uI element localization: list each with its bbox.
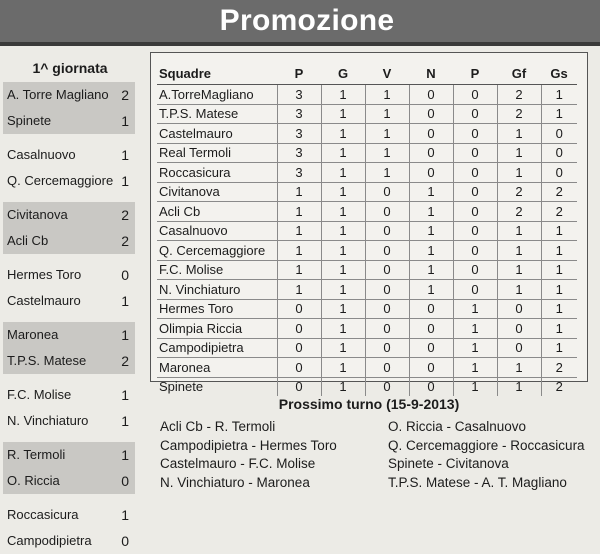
match-team-row: [3, 228, 135, 254]
team-score: 0: [121, 473, 129, 489]
table-row: [157, 124, 577, 144]
stat-cell: 1: [321, 124, 365, 144]
team-score: 1: [121, 147, 129, 163]
table-row: [157, 280, 577, 300]
table-row: [157, 377, 577, 396]
table-row: [157, 299, 577, 319]
team-name: Acli Cb: [7, 233, 49, 248]
stat-cell: 1: [277, 182, 321, 202]
stat-cell: 0: [541, 143, 577, 163]
table-row: [157, 358, 577, 378]
stat-cell: 0: [541, 124, 577, 144]
team-name: R. Termoli: [7, 447, 66, 462]
stat-cell: 1: [321, 241, 365, 261]
stat-cell: 1: [321, 143, 365, 163]
stat-cell: 1: [321, 85, 365, 105]
team-name-cell: Roccasicura: [157, 163, 277, 183]
stat-cell: 3: [277, 124, 321, 144]
match-team-row: [3, 322, 135, 348]
team-score: 2: [121, 233, 129, 249]
team-score: 1: [121, 507, 129, 523]
fixture: Castelmauro - F.C. Molise: [160, 456, 316, 471]
stat-cell: 0: [365, 202, 409, 222]
team-name: A. Torre Magliano: [7, 87, 109, 102]
match-result: [3, 442, 135, 494]
team-score: 1: [121, 293, 129, 309]
stat-cell: 3: [277, 85, 321, 105]
stat-cell: 1: [277, 280, 321, 300]
stat-cell: 0: [409, 104, 453, 124]
match-team-row: [3, 288, 135, 314]
table-row: [157, 85, 577, 105]
header-rule: [0, 42, 600, 46]
stat-cell: 0: [497, 299, 541, 319]
team-score: 1: [121, 327, 129, 343]
team-name-cell: Real Termoli: [157, 143, 277, 163]
stat-cell: 1: [453, 319, 497, 339]
stat-cell: 0: [497, 338, 541, 358]
stat-cell: 0: [277, 299, 321, 319]
fixture: O. Riccia - Casalnuovo: [388, 419, 527, 434]
stat-cell: 0: [277, 358, 321, 378]
stat-cell: 1: [409, 202, 453, 222]
stat-cell: 0: [277, 319, 321, 339]
stat-cell: 1: [541, 260, 577, 280]
stat-cell: 0: [453, 85, 497, 105]
team-score: 0: [121, 533, 129, 549]
match-team-row: [3, 142, 135, 168]
standings-header-cell: N: [409, 62, 453, 85]
match-team-row: [3, 528, 135, 554]
stat-cell: 0: [453, 221, 497, 241]
table-row: [157, 241, 577, 261]
stat-cell: 1: [453, 299, 497, 319]
table-row: [157, 182, 577, 202]
stat-cell: 0: [409, 163, 453, 183]
stat-cell: 3: [277, 143, 321, 163]
match-team-row: [3, 108, 135, 134]
team-score: 1: [121, 387, 129, 403]
standings-header-cell: P: [453, 62, 497, 85]
stat-cell: 1: [321, 280, 365, 300]
team-name-cell: Maronea: [157, 358, 277, 378]
team-name: F.C. Molise: [7, 387, 72, 402]
table-row: [157, 202, 577, 222]
stat-cell: 0: [409, 143, 453, 163]
stat-cell: 1: [541, 221, 577, 241]
table-row: [157, 221, 577, 241]
match-result: [3, 262, 135, 314]
stat-cell: 1: [497, 358, 541, 378]
stat-cell: 0: [409, 85, 453, 105]
round-title: 1^ giornata: [32, 60, 108, 76]
stat-cell: 0: [453, 260, 497, 280]
table-row: [157, 338, 577, 358]
stat-cell: 0: [409, 377, 453, 396]
standings-header-row: [157, 62, 577, 85]
stat-cell: 1: [321, 260, 365, 280]
stat-cell: 1: [409, 280, 453, 300]
team-score: 1: [121, 447, 129, 463]
match-team-row: [3, 408, 135, 434]
match-team-row: [3, 468, 135, 494]
table-row: [157, 163, 577, 183]
stat-cell: 1: [365, 163, 409, 183]
stat-cell: 2: [497, 104, 541, 124]
team-name-cell: Civitanova: [157, 182, 277, 202]
team-name-cell: Casalnuovo: [157, 221, 277, 241]
stat-cell: 1: [497, 124, 541, 144]
stat-cell: 0: [453, 182, 497, 202]
team-name: Civitanova: [7, 207, 68, 222]
stat-cell: 1: [497, 280, 541, 300]
stat-cell: 2: [497, 85, 541, 105]
stat-cell: 1: [321, 358, 365, 378]
stat-cell: 0: [409, 338, 453, 358]
match-result: [3, 322, 135, 374]
standings-header-cell: Gf: [497, 62, 541, 85]
match-team-row: [3, 262, 135, 288]
standings-header-cell: G: [321, 62, 365, 85]
team-name: Casalnuovo: [7, 147, 76, 162]
stat-cell: 1: [541, 85, 577, 105]
stat-cell: 1: [453, 338, 497, 358]
stat-cell: 1: [453, 358, 497, 378]
stat-cell: 0: [541, 163, 577, 183]
fixture: Acli Cb - R. Termoli: [160, 419, 276, 434]
stat-cell: 2: [541, 377, 577, 396]
stat-cell: 0: [453, 241, 497, 261]
stat-cell: 2: [497, 202, 541, 222]
stat-cell: 0: [453, 202, 497, 222]
next-round-title: Prossimo turno (15-9-2013): [278, 396, 460, 412]
stat-cell: 0: [277, 377, 321, 396]
stat-cell: 2: [541, 182, 577, 202]
team-name-cell: T.P.S. Matese: [157, 104, 277, 124]
table-row: [157, 143, 577, 163]
stat-cell: 1: [541, 319, 577, 339]
stat-cell: 0: [409, 124, 453, 144]
stat-cell: 0: [453, 163, 497, 183]
stat-cell: 0: [365, 182, 409, 202]
stat-cell: 1: [321, 202, 365, 222]
stat-cell: 1: [497, 377, 541, 396]
stat-cell: 1: [277, 221, 321, 241]
stat-cell: 1: [321, 104, 365, 124]
stat-cell: 1: [409, 260, 453, 280]
stat-cell: 2: [541, 358, 577, 378]
stat-cell: 1: [497, 221, 541, 241]
match-team-row: [3, 348, 135, 374]
stat-cell: 0: [365, 260, 409, 280]
team-score: 2: [121, 87, 129, 103]
team-name: Castelmauro: [7, 293, 81, 308]
stat-cell: 1: [541, 338, 577, 358]
match-team-row: [3, 202, 135, 228]
table-row: [157, 260, 577, 280]
stat-cell: 0: [365, 338, 409, 358]
team-name-cell: N. Vinchiaturo: [157, 280, 277, 300]
team-name: T.P.S. Matese: [7, 353, 87, 368]
team-name: Spinete: [7, 113, 52, 128]
stat-cell: 0: [409, 319, 453, 339]
standings-header-cell: V: [365, 62, 409, 85]
team-name: O. Riccia: [7, 473, 60, 488]
stat-cell: 1: [497, 143, 541, 163]
match-team-row: [3, 382, 135, 408]
table-row: [157, 104, 577, 124]
team-score: 2: [121, 207, 129, 223]
standings-table: [157, 62, 577, 396]
stat-cell: 0: [365, 221, 409, 241]
stat-cell: 1: [321, 182, 365, 202]
next-round-left-list: [160, 418, 337, 492]
stat-cell: 0: [365, 319, 409, 339]
stat-cell: 1: [277, 260, 321, 280]
match-result: [3, 82, 135, 134]
team-name-cell: Hermes Toro: [157, 299, 277, 319]
standings-body: [157, 85, 577, 397]
stat-cell: 1: [541, 299, 577, 319]
team-name-cell: Spinete: [159, 379, 204, 395]
fixture: N. Vinchiaturo - Maronea: [160, 474, 310, 490]
stat-cell: 0: [497, 319, 541, 339]
fixture: Q. Cercemaggiore - Roccasicura: [388, 437, 585, 453]
team-score: 1: [121, 413, 129, 429]
team-name: Campodipietra: [7, 533, 92, 548]
stat-cell: 2: [497, 182, 541, 202]
stat-cell: 0: [365, 358, 409, 378]
stat-cell: 0: [277, 338, 321, 358]
stat-cell: 1: [453, 377, 497, 396]
stat-cell: 1: [365, 143, 409, 163]
team-name: N. Vinchiaturo: [7, 413, 89, 428]
stat-cell: 1: [365, 85, 409, 105]
team-name-cell: Olimpia Riccia: [157, 319, 277, 339]
team-name: Hermes Toro: [7, 267, 82, 282]
match-team-row: [3, 82, 135, 108]
stat-cell: 0: [453, 104, 497, 124]
match-team-row: [3, 502, 135, 528]
team-name-cell: A.TorreMagliano: [157, 85, 277, 105]
stat-cell: 1: [321, 163, 365, 183]
next-round-right-list: [388, 418, 585, 492]
stat-cell: 3: [277, 163, 321, 183]
fixture: Campodipietra - Hermes Toro: [160, 437, 337, 453]
stat-cell: 0: [453, 124, 497, 144]
stat-cell: 0: [453, 280, 497, 300]
team-name-cell: Campodipietra: [157, 338, 277, 358]
match-result: [3, 502, 135, 554]
team-score: 0: [121, 267, 129, 283]
stat-cell: 1: [277, 241, 321, 261]
stat-cell: 1: [321, 319, 365, 339]
stat-cell: 1: [365, 104, 409, 124]
match-team-row: [3, 442, 135, 468]
standings-header-cell: P: [277, 62, 321, 85]
fixture: T.P.S. Matese - A. T. Magliano: [388, 474, 567, 490]
stat-cell: 1: [321, 221, 365, 241]
stat-cell: 1: [497, 241, 541, 261]
stat-cell: 1: [497, 163, 541, 183]
stat-cell: 0: [365, 280, 409, 300]
standings-header-cell: Gs: [541, 62, 577, 85]
stat-cell: 1: [321, 299, 365, 319]
stat-cell: 3: [277, 104, 321, 124]
team-name: Roccasicura: [7, 507, 79, 522]
stat-cell: 1: [541, 280, 577, 300]
stat-cell: 1: [541, 104, 577, 124]
team-name: Maronea: [7, 327, 59, 342]
stat-cell: 0: [365, 241, 409, 261]
stat-cell: 0: [453, 143, 497, 163]
team-score: 1: [121, 113, 129, 129]
stat-cell: 1: [497, 260, 541, 280]
stat-cell: 1: [365, 124, 409, 144]
stat-cell: 1: [321, 338, 365, 358]
team-name-cell: Q. Cercemaggiore: [157, 241, 277, 261]
match-result: [3, 202, 135, 254]
stat-cell: 1: [409, 221, 453, 241]
team-score: 2: [121, 353, 129, 369]
stat-cell: 1: [321, 377, 365, 396]
team-name-cell: Castelmauro: [157, 124, 277, 144]
stat-cell: 2: [541, 202, 577, 222]
stat-cell: 1: [409, 241, 453, 261]
stat-cell: 0: [409, 358, 453, 378]
standings-header-cell: Squadre: [157, 62, 277, 85]
team-name-cell: F.C. Molise: [157, 260, 277, 280]
fixture: Spinete - Civitanova: [388, 456, 509, 471]
match-result: [3, 382, 135, 434]
stat-cell: 0: [365, 377, 409, 396]
stat-cell: 1: [409, 182, 453, 202]
table-row: [157, 319, 577, 339]
stat-cell: 1: [541, 241, 577, 261]
page-title: Promozione: [219, 4, 395, 37]
team-name-cell: Acli Cb: [157, 202, 277, 222]
stat-cell: 1: [277, 202, 321, 222]
team-score: 1: [121, 173, 129, 189]
match-team-row: [3, 168, 135, 194]
match-result: [3, 142, 135, 194]
stat-cell: 0: [365, 299, 409, 319]
stat-cell: 0: [409, 299, 453, 319]
team-name: Q. Cercemaggiore: [7, 173, 114, 188]
